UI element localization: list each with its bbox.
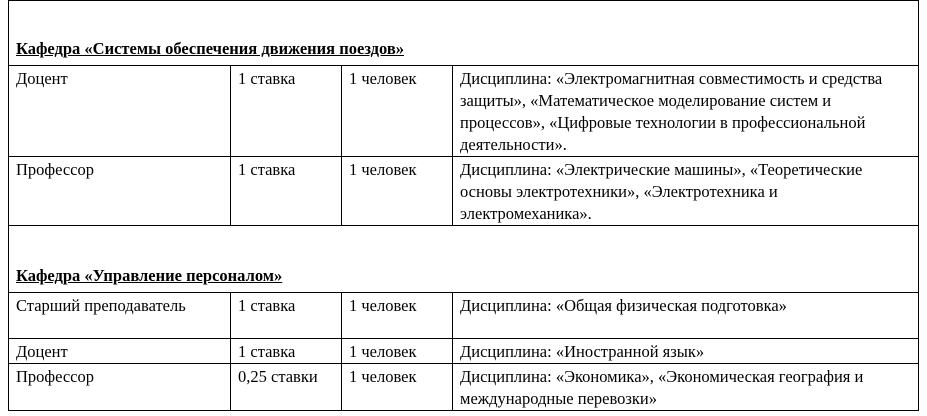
people-cell: 1 человек bbox=[342, 339, 453, 364]
vacancies-table bbox=[8, 0, 919, 411]
people-cell: 1 человек bbox=[342, 293, 453, 339]
position-cell: Профессор bbox=[9, 157, 231, 226]
rate-cell: 0,25 ставки bbox=[231, 364, 342, 411]
people-cell: 1 человек bbox=[342, 157, 453, 226]
table-row bbox=[9, 66, 919, 157]
disciplines-cell: Дисциплина: «Иностранной язык» bbox=[453, 339, 919, 364]
position-cell: Доцент bbox=[9, 66, 231, 157]
rate-cell: 1 ставка bbox=[231, 66, 342, 157]
disciplines-cell: Дисциплина: «Электромагнитная совместимость и средства защиты», «Математическое моделирование систем и процессов», «Цифровые технологии в профессиональной деятельности». bbox=[453, 66, 919, 157]
disciplines-cell: Дисциплина: «Экономика», «Экономическая география и международные перевозки» bbox=[453, 364, 919, 411]
position-cell: Доцент bbox=[9, 339, 231, 364]
table-row bbox=[9, 157, 919, 226]
table-row bbox=[9, 293, 919, 339]
section-header-row bbox=[9, 226, 919, 293]
rate-cell: 1 ставка bbox=[231, 157, 342, 226]
rate-cell: 1 ставка bbox=[231, 339, 342, 364]
section-header-cell bbox=[9, 1, 919, 66]
position-cell: Профессор bbox=[9, 364, 231, 411]
rate-cell: 1 ставка bbox=[231, 293, 342, 339]
disciplines-cell: Дисциплина: «Электрические машины», «Теоретические основы электротехники», «Электротехника и электромеханика». bbox=[453, 157, 919, 226]
section-header-row bbox=[9, 1, 919, 66]
disciplines-cell: Дисциплина: «Общая физическая подготовка» bbox=[453, 293, 919, 339]
section-header-cell bbox=[9, 226, 919, 293]
people-cell: 1 человек bbox=[342, 364, 453, 411]
section-title: Кафедра «Системы обеспечения движения поездов» bbox=[16, 39, 404, 58]
section-title: Кафедра «Управление персоналом» bbox=[16, 266, 283, 285]
table-row bbox=[9, 339, 919, 364]
people-cell: 1 человек bbox=[342, 66, 453, 157]
table-row bbox=[9, 364, 919, 411]
position-cell: Старший преподаватель bbox=[9, 293, 231, 339]
